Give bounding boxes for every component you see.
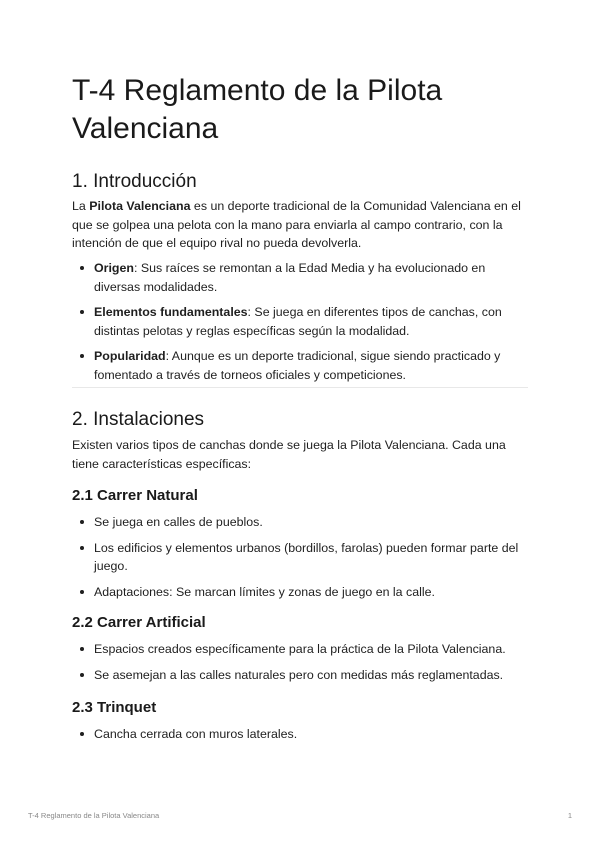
bullet-icon [80,354,84,358]
list-item: Espacios creados específicamente para la práctica de la Pilota Valenciana. [72,640,528,659]
footer-title: T-4 Reglamento de la Pilota Valenciana [28,811,160,820]
bullet-icon [80,520,84,524]
carrer-natural-list [72,513,528,601]
bold-term: Pilota Valenciana [89,199,191,213]
subsection-heading-carrer-natural: 2.1 Carrer Natural [72,487,198,504]
section-divider [72,387,528,388]
list-item: Popularidad: Aunque es un deporte tradicional, sigue siendo practicado y fomentado a través de torneos oficiales y competiciones. [72,347,528,384]
bullet-icon [80,266,84,270]
document-title: T-4 Reglamento de la Pilota Valenciana [72,74,443,145]
list-item: Origen: Sus raíces se remontan a la Edad Media y ha evolucionado en diversas modalidades. [72,259,528,296]
subsection-heading-carrer-artificial: 2.2 Carrer Artificial [72,614,206,631]
bullet-icon [80,310,84,314]
list-item: Adaptaciones: Se marcan límites y zonas de juego en la calle. [72,583,528,602]
list-item: Se juega en calles de pueblos. [72,513,528,532]
subsection-heading-trinquet: 2.3 Trinquet [72,699,157,716]
trinquet-list [72,725,528,744]
section-heading-instalaciones: 2. Instalaciones [72,409,205,430]
list-item: Los edificios y elementos urbanos (bordillos, farolas) pueden formar parte del juego. [72,539,528,576]
intro-list [72,259,528,384]
bullet-icon [80,546,84,550]
bullet-icon [80,590,84,594]
list-item: Elementos fundamentales: Se juega en diferentes tipos de canchas, con distintas pelotas y reglas específicas según la modalidad. [72,303,528,340]
footer-page-number: 1 [567,811,572,820]
carrer-artificial-list [72,640,528,684]
list-item: Se asemejan a las calles naturales pero con medidas más reglamentadas. [72,666,528,685]
bullet-icon [80,647,84,651]
intro-paragraph: La Pilota Valenciana es un deporte tradicional de la Comunidad Valenciana en el que se golpea una pelota con la mano para enviarla al campo contrario, con la intención de que el equipo rival no pueda devolverla. [72,199,521,250]
list-item: Cancha cerrada con muros laterales. [72,725,528,744]
section-heading-introduccion: 1. Introducción [72,171,197,192]
bullet-icon [80,673,84,677]
instalaciones-paragraph: Existen varios tipos de canchas donde se juega la Pilota Valenciana. Cada una tiene características específicas: [72,438,506,471]
bullet-icon [80,732,84,736]
